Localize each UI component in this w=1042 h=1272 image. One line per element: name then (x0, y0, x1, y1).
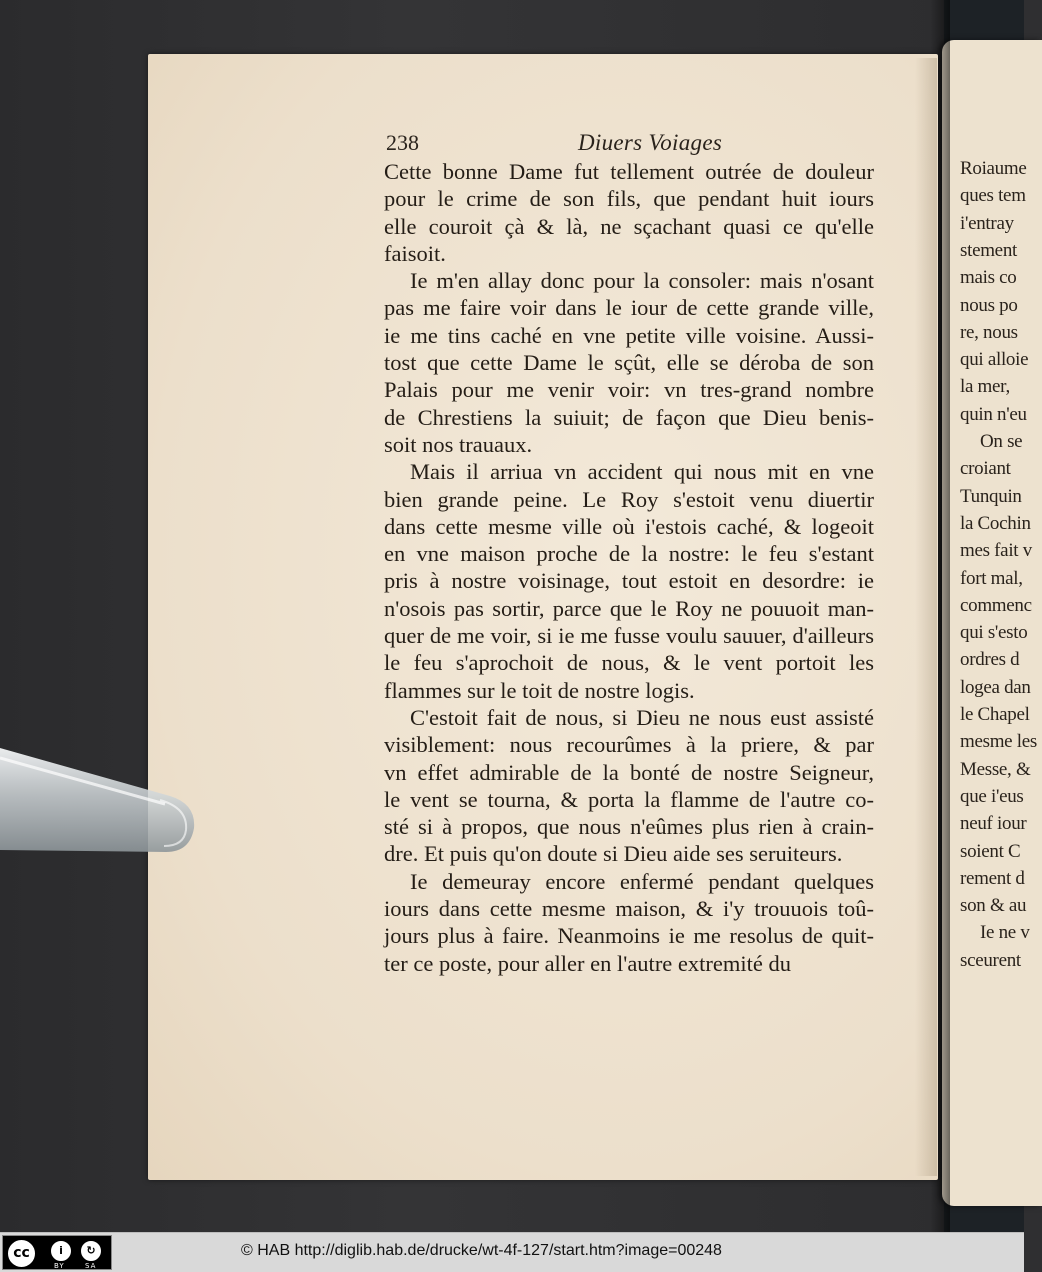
facing-page-line: ordres d (960, 649, 1020, 671)
facing-page-line: mes fait v (960, 540, 1032, 562)
text-line: bien grande peine. Le Roy s'estoit venu diuertir (384, 486, 874, 512)
text-line: flammes sur le toit de nostre logis. (384, 677, 695, 703)
text-line: Cette bonne Dame fut tellement outrée de douleur (384, 159, 874, 184)
text-line: quer de me voir, si ie me fusse voulu sauuer, d'ailleurs (384, 623, 874, 649)
facing-page-line: sceurent (960, 949, 1021, 971)
copyright-credit[interactable]: © HAB http://diglib.hab.de/drucke/wt-4f-127/start.htm?image=00248 (241, 1242, 722, 1259)
page-body-text (384, 158, 874, 977)
running-title: Diuers Voiages (578, 130, 723, 155)
facing-page-line: On se (980, 431, 1023, 452)
facing-page-line: fort mal, (960, 567, 1023, 589)
facing-page-line: qui s'esto (960, 622, 1028, 644)
facing-page-line: le Chapel (960, 704, 1030, 725)
facing-page-line: que i'eus (960, 785, 1024, 807)
text-line: tost que cette Dame le sçût, elle se déroba de son (384, 350, 874, 376)
facing-page-line: neuf iour (960, 813, 1027, 835)
facing-page (942, 40, 1042, 1206)
badge-by-label: BY (54, 1262, 65, 1270)
facing-page-line: ques tem (960, 185, 1026, 207)
text-line: elle couroit çà & là, ne sçachant quasi ce qu'elle (384, 213, 874, 239)
glass-page-holder-icon (0, 742, 196, 854)
text-line: dre. Et puis qu'on doute si Dieu aide ses seruiteurs. (384, 841, 843, 867)
facing-page-line: nous po (960, 294, 1018, 316)
attribution-icon: i (49, 1239, 73, 1263)
text-line: dans cette mesme ville où i'estois caché, & logeoit (384, 513, 874, 539)
text-line: pour le crime de son fils, que pendant huit iours (384, 186, 874, 212)
facing-page-line: quin n'eu (960, 403, 1027, 425)
text-line: le vent se tourna, & porta la flamme de l'autre co- (384, 786, 874, 812)
page-number: 238 (386, 130, 419, 155)
text-line: ter ce poste, pour aller en l'autre extremité du (384, 950, 791, 976)
text-line: jours plus à faire. Neanmoins ie me resolus de quit- (384, 923, 874, 949)
facing-page-line: Messe, & (960, 758, 1031, 780)
text-line: de Chrestiens la suiuit; de façon que Dieu benis- (384, 404, 874, 430)
facing-page-line: i'entray (960, 212, 1014, 234)
facing-page-line: croiant (960, 458, 1011, 480)
facing-page-line: la Cochin (960, 512, 1031, 534)
facing-page-line: la mer, (960, 376, 1010, 398)
page-gutter-shade (915, 58, 937, 1176)
text-line: le feu s'aprochoit de nous, & le vent portoit les (384, 650, 874, 676)
facing-page-line: Tunquin (960, 485, 1022, 507)
badge-sa-label: SA (85, 1262, 97, 1270)
text-line: vn effet admirable de la bonté de nostre Seigneur, (384, 759, 874, 785)
text-line: soit nos trauaux. (384, 431, 533, 457)
text-line: visiblement: nous recourûmes à la priere, & par (384, 732, 874, 758)
facing-page-line: commenc (960, 594, 1032, 616)
cc-license-badge[interactable] (2, 1235, 112, 1270)
facing-page-line: qui alloie (960, 349, 1029, 371)
text-line: C'estoit fait de nous, si Dieu ne nous eust assisté (410, 704, 874, 730)
text-line: Mais il arriua vn accident qui nous mit en vne (410, 459, 874, 485)
share-alike-icon: ↻ (79, 1239, 103, 1263)
facing-page-line: son & au (960, 895, 1027, 917)
text-line: ie me tins caché en vne petite ville voisine. Aussi- (384, 322, 874, 348)
text-line: iours dans cette mesme maison, & i'y trouuois toû- (384, 896, 874, 922)
facing-page-line: rement d (960, 867, 1025, 889)
text-line: Ie demeuray encore enfermé pendant quelques (410, 868, 874, 894)
text-line: en vne maison proche de la nostre: le feu s'estant (384, 541, 874, 567)
footer-bar (0, 1232, 1024, 1272)
text-line: pris à nostre voisinage, tout estoit en desordre: ie (384, 568, 874, 594)
facing-page-line: Ie ne v (980, 922, 1030, 944)
facing-page-line: soient C (960, 840, 1021, 862)
text-line: Palais pour me venir voir: vn tres-grand nombre (384, 377, 874, 403)
text-line: sté si à propos, que nous n'eûmes plus rien à crain- (384, 814, 874, 840)
facing-page-line: stement (960, 239, 1017, 261)
facing-page-line: Roiaume (960, 158, 1027, 179)
text-line: faisoit. (384, 240, 446, 266)
facing-page-line: re, nous (960, 321, 1018, 343)
text-line: pas me faire voir dans le iour de cette grande ville, (384, 295, 874, 321)
cc-icon: cc (6, 1238, 37, 1269)
facing-page-line: logea dan (960, 676, 1031, 698)
text-line: n'osois pas sortir, parce que le Roy ne pouuoit man- (384, 595, 874, 621)
text-line: Ie m'en allay donc pour la consoler: mais n'osant (410, 268, 874, 294)
facing-page-line: mais co (960, 267, 1017, 289)
facing-page-line: mesme les (960, 731, 1037, 753)
